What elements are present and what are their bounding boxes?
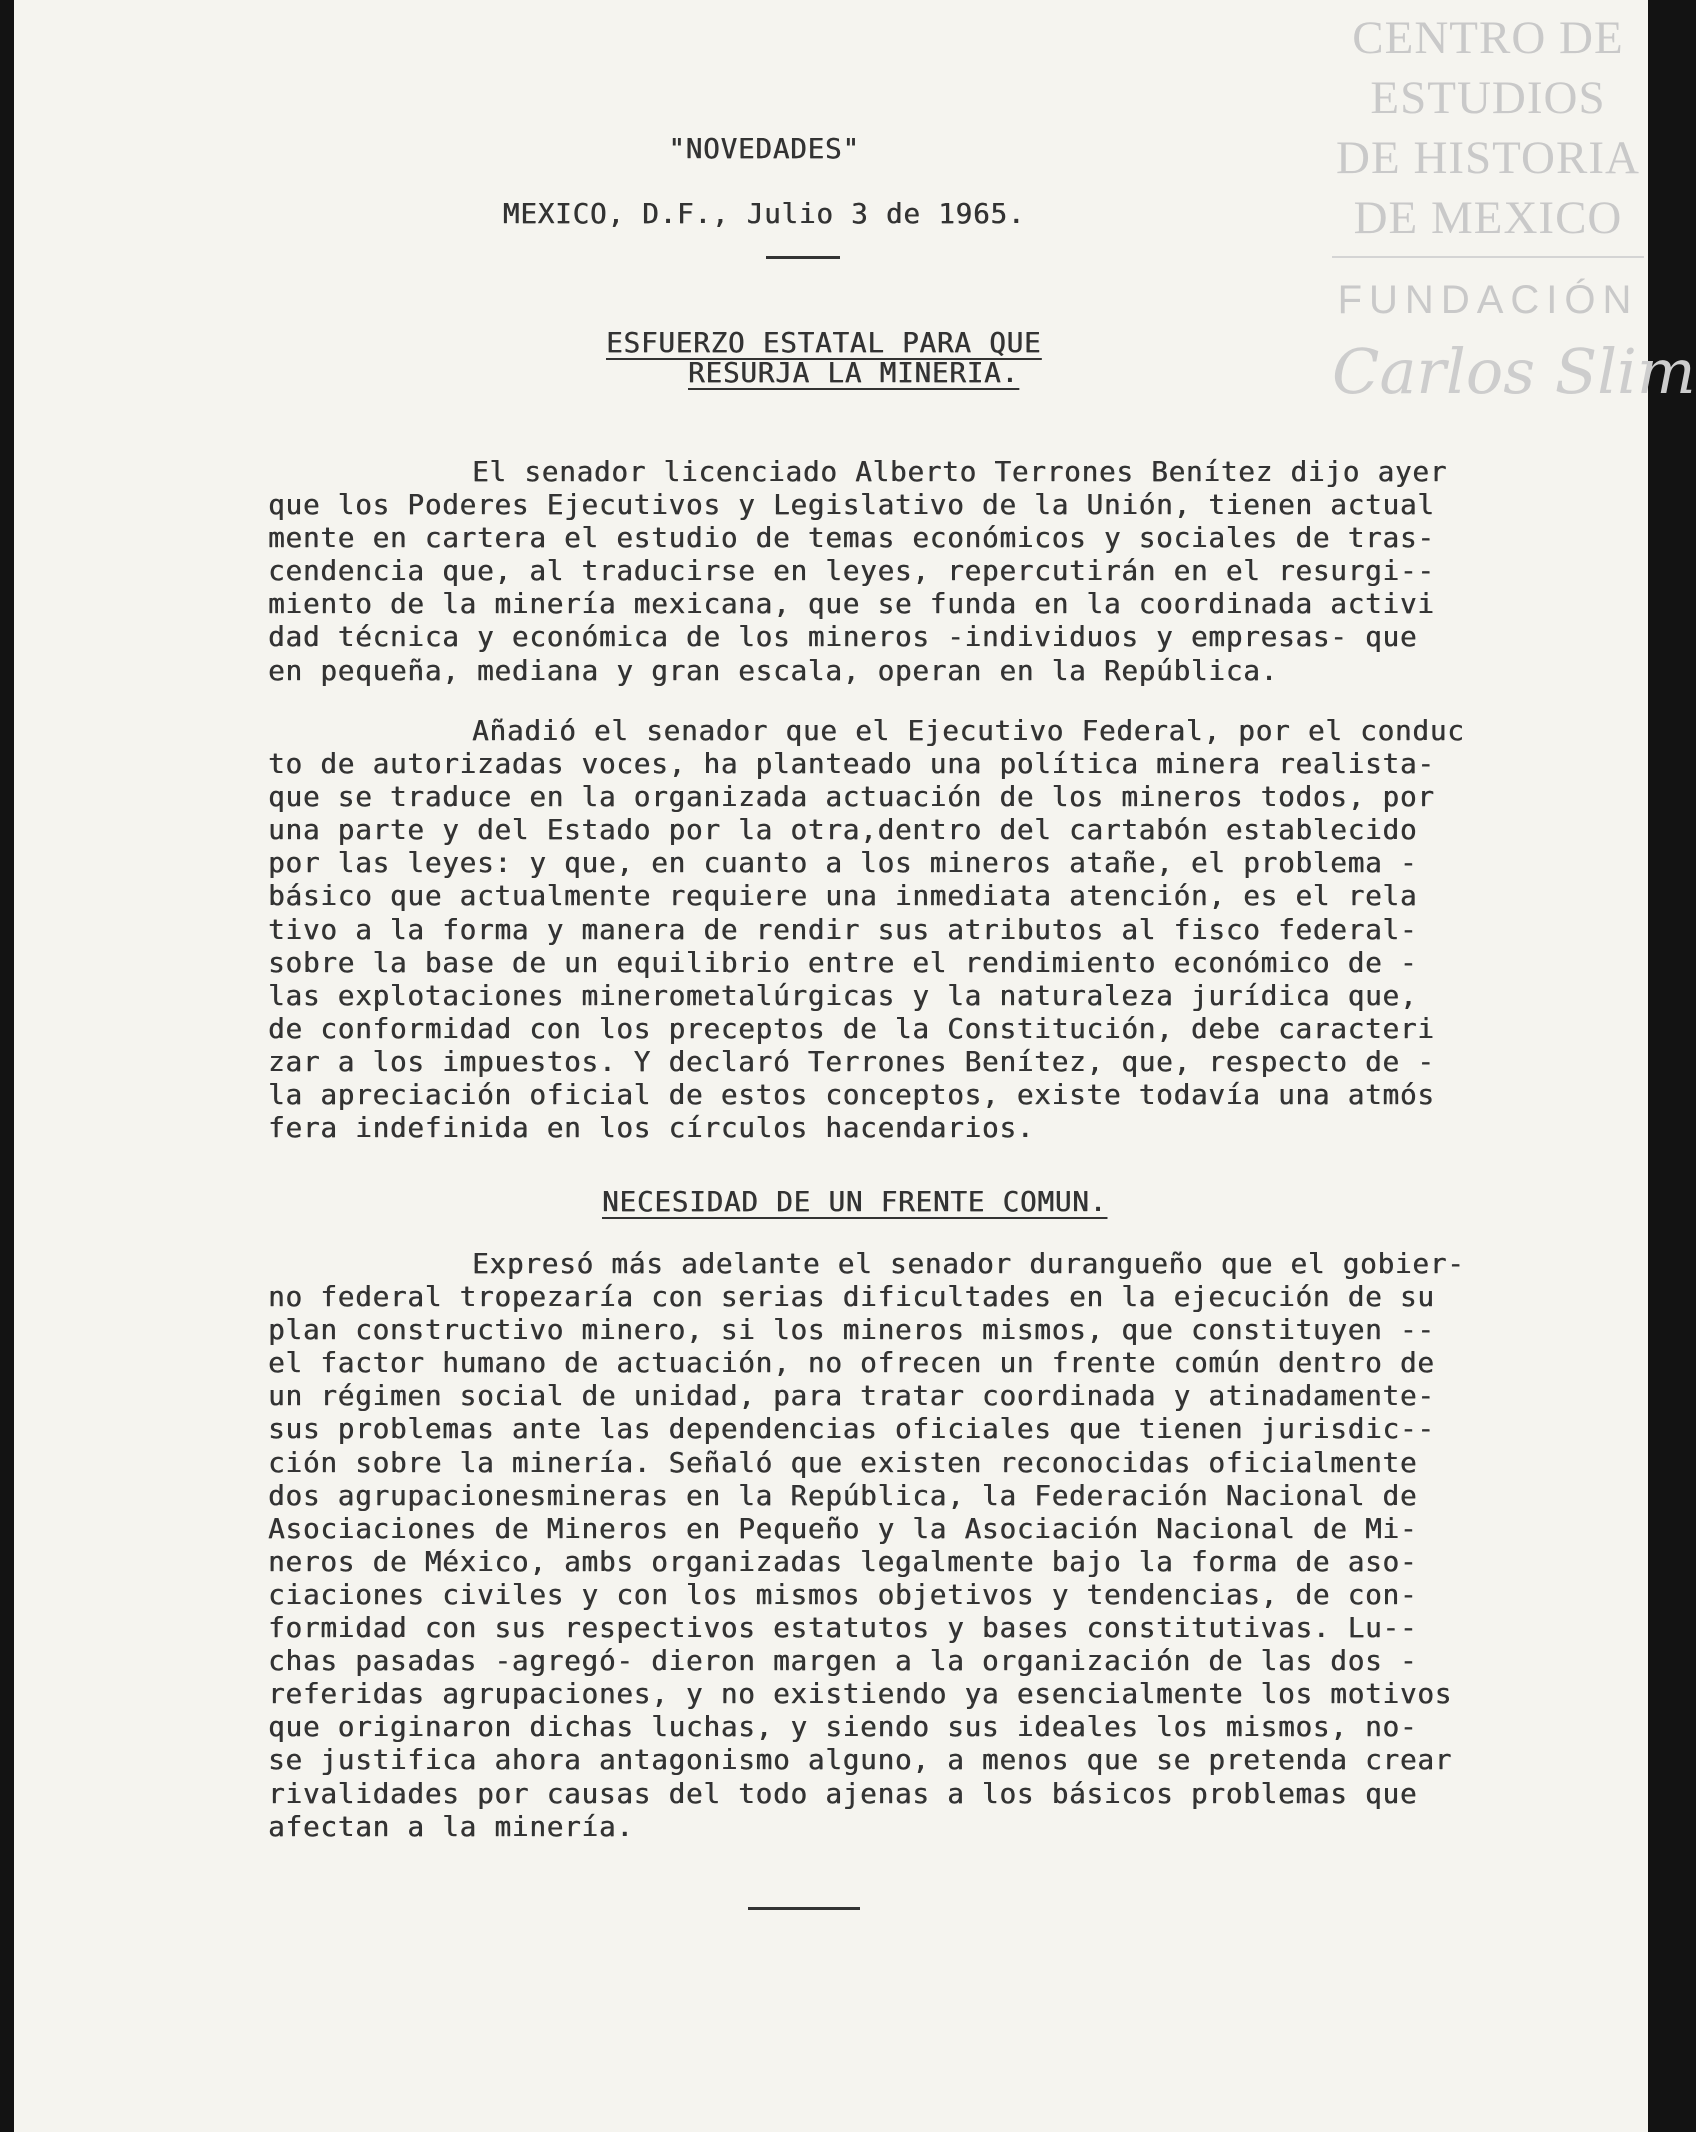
end-divider: [748, 1907, 860, 1910]
section-title-2: NECESIDAD DE UN FRENTE COMUN.: [602, 1185, 1107, 1218]
text-line: fera indefinida en los círculos hacendarios.: [268, 1111, 1035, 1145]
text-line: referidas agrupaciones, y no existiendo ya esencialmente los motivos: [268, 1677, 1453, 1711]
text-line: afectan a la minería.: [268, 1809, 634, 1843]
paragraph-3: [268, 1247, 1465, 1843]
text-line: por las leyes: y que, en cuanto a los mineros atañe, el problema -: [268, 846, 1418, 880]
text-line: Expresó más adelante el senador durangueño que el gobier-: [472, 1247, 1465, 1280]
watermark-foundation: FUNDACIÓN: [1337, 278, 1639, 322]
watermark-line: ESTUDIOS: [1370, 72, 1606, 124]
section-title-line-1: ESFUERZO ESTATAL PARA QUE: [606, 326, 1042, 359]
paragraph-1: [268, 455, 1447, 687]
text-line: que se traduce en la organizada actuación de los mineros todos, por: [268, 780, 1435, 814]
text-line: Asociaciones de Mineros en Pequeño y la Asociación Nacional de Mi-: [268, 1511, 1418, 1545]
document-page: [14, 0, 1696, 2132]
text-line: en pequeña, mediana y gran escala, operan en la República.: [268, 653, 1278, 687]
text-line: no federal tropezaría con serias dificultades en la ejecución de su: [268, 1280, 1435, 1314]
text-line: que los Poderes Ejecutivos y Legislativo de la Unión, tienen actual: [268, 488, 1435, 522]
text-line: neros de México, ambs organizadas legalmente bajo la forma de aso-: [268, 1544, 1418, 1578]
text-line: el factor humano de actuación, no ofrecen un frente común dentro de: [268, 1346, 1435, 1380]
text-line: básico que actualmente requiere una inmediata atención, es el rela: [268, 879, 1418, 913]
text-line: que originaron dichas luchas, y siendo sus ideales los mismos, no-: [268, 1710, 1418, 1744]
header-divider: [766, 256, 840, 259]
text-line: mente en cartera el estudio de temas económicos y sociales de tras-: [268, 521, 1435, 555]
text-line: dad técnica y económica de los mineros -individuos y empresas- que: [268, 620, 1418, 654]
text-line: miento de la minería mexicana, que se funda en la coordinada activi: [268, 587, 1435, 621]
text-line: la apreciación oficial de estos conceptos, existe todavía una atmós: [268, 1078, 1435, 1112]
text-line: de conformidad con los preceptos de la Constitución, debe caracteri: [268, 1011, 1435, 1045]
text-line: formidad con sus respectivos estatutos y bases constitutivas. Lu--: [268, 1611, 1418, 1645]
text-line: Añadió el senador que el Ejecutivo Federal, por el conduc: [472, 714, 1465, 747]
watermark-line: DE MEXICO: [1353, 192, 1623, 244]
text-line: ción sobre la minería. Señaló que existen reconocidas oficialmente: [268, 1445, 1418, 1479]
text-line: zar a los impuestos. Y declaró Terrones Benítez, que, respecto de -: [268, 1044, 1435, 1078]
text-line: dos agrupacionesmineras en la República, la Federación Nacional de: [268, 1478, 1418, 1512]
text-line: cendencia que, al traducirse en leyes, repercutirán en el resurgi--: [268, 554, 1435, 588]
text-line: sus problemas ante las dependencias oficiales que tienen jurisdic--: [268, 1412, 1435, 1446]
watermark-divider: [1332, 256, 1644, 258]
text-line: un régimen social de unidad, para tratar coordinada y atinadamente-: [268, 1379, 1435, 1413]
text-line: una parte y del Estado por la otra,dentro del cartabón establecido: [268, 813, 1418, 847]
section-title-line-2: RESURJA LA MINERIA.: [688, 356, 1019, 389]
newspaper-source: "NOVEDADES": [668, 132, 860, 165]
text-line: chas pasadas -agregó- dieron margen a la organización de las dos -: [268, 1644, 1418, 1678]
text-line: plan constructivo minero, si los mineros mismos, que constituyen --: [268, 1313, 1435, 1347]
text-line: to de autorizadas voces, ha planteado una política minera realista-: [268, 747, 1435, 781]
text-line: se justifica ahora antagonismo alguno, a menos que se pretenda crear: [268, 1743, 1453, 1777]
paragraph-2: [268, 714, 1465, 1144]
watermark-line: DE HISTORIA: [1336, 132, 1640, 184]
dateline: MEXICO, D.F., Julio 3 de 1965.: [502, 197, 1026, 230]
text-line: sobre la base de un equilibrio entre el rendimiento económico de -: [268, 945, 1418, 979]
text-line: ciaciones civiles y con los mismos objetivos y tendencias, de con-: [268, 1577, 1418, 1611]
watermark-signature: Carlos Slim: [1332, 335, 1696, 408]
text-line: rivalidades por causas del todo ajenas a los básicos problemas que: [268, 1776, 1418, 1810]
text-line: las explotaciones minerometalúrgicas y la naturaleza jurídica que,: [268, 978, 1418, 1012]
text-line: El senador licenciado Alberto Terrones Benítez dijo ayer: [472, 455, 1448, 488]
text-line: tivo a la forma y manera de rendir sus atributos al fisco federal-: [268, 912, 1418, 946]
watermark-line: CENTRO DE: [1352, 12, 1624, 64]
